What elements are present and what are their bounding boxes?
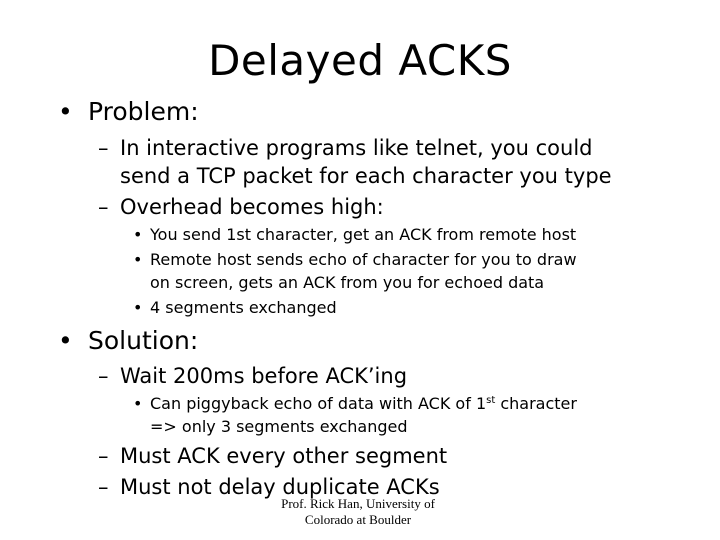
footer-line-2: Colorado at Boulder xyxy=(304,512,412,527)
bullet-icon: • xyxy=(133,250,143,269)
bullet-icon: • xyxy=(58,326,73,355)
solution-sub-1-text-cont: => only 3 segments exchanged xyxy=(150,417,408,436)
solution-item-3-text: Must not delay duplicate ACKs xyxy=(120,475,440,499)
solution-item-1 xyxy=(98,362,407,390)
footer-line-1: Prof. Rick Han, University of xyxy=(281,496,435,511)
solution-sub-1-text: Can piggyback echo of data with ACK of 1 xyxy=(150,394,487,413)
problem-sub-1-text: You send 1st character, get an ACK from remote host xyxy=(150,225,577,244)
bullet-icon: • xyxy=(58,97,73,126)
bullet-icon: • xyxy=(133,225,143,244)
dash-icon: – xyxy=(98,475,109,499)
ordinal-suffix: st xyxy=(486,395,496,406)
slide-footer xyxy=(258,496,458,528)
bullet-icon: • xyxy=(133,298,143,317)
problem-sub-2-text: Remote host sends echo of character for you to draw xyxy=(150,250,577,269)
problem-heading: Problem: xyxy=(88,97,199,126)
dash-icon: – xyxy=(98,364,109,388)
problem-item-1-cont xyxy=(98,162,612,190)
solution-heading-line xyxy=(58,326,198,356)
problem-heading-line xyxy=(58,97,199,127)
solution-heading: Solution: xyxy=(88,326,199,355)
problem-sub-3 xyxy=(133,296,337,320)
problem-sub-3-text: 4 segments exchanged xyxy=(150,298,337,317)
problem-sub-1 xyxy=(133,223,576,247)
problem-item-1 xyxy=(98,134,592,162)
solution-sub-1-text-end: character xyxy=(495,394,577,413)
bullet-icon: • xyxy=(133,394,143,413)
problem-item-2 xyxy=(98,193,384,221)
solution-item-2-text: Must ACK every other segment xyxy=(120,444,448,468)
problem-sub-2-text-cont: on screen, gets an ACK from you for echoed data xyxy=(150,273,545,292)
problem-sub-2 xyxy=(133,248,577,272)
dash-icon: – xyxy=(98,136,109,160)
problem-item-1-text-cont: send a TCP packet for each character you type xyxy=(120,164,612,188)
solution-item-2 xyxy=(98,442,447,470)
problem-item-2-text: Overhead becomes high: xyxy=(120,195,384,219)
dash-icon: – xyxy=(98,195,109,219)
solution-sub-1 xyxy=(133,392,577,416)
solution-sub-1-cont xyxy=(133,415,407,439)
dash-icon: – xyxy=(98,444,109,468)
problem-item-1-text: In interactive programs like telnet, you could xyxy=(120,136,593,160)
slide-title: Delayed ACKS xyxy=(208,36,512,85)
solution-item-1-text: Wait 200ms before ACK’ing xyxy=(120,364,408,388)
problem-sub-2-cont xyxy=(133,271,544,295)
